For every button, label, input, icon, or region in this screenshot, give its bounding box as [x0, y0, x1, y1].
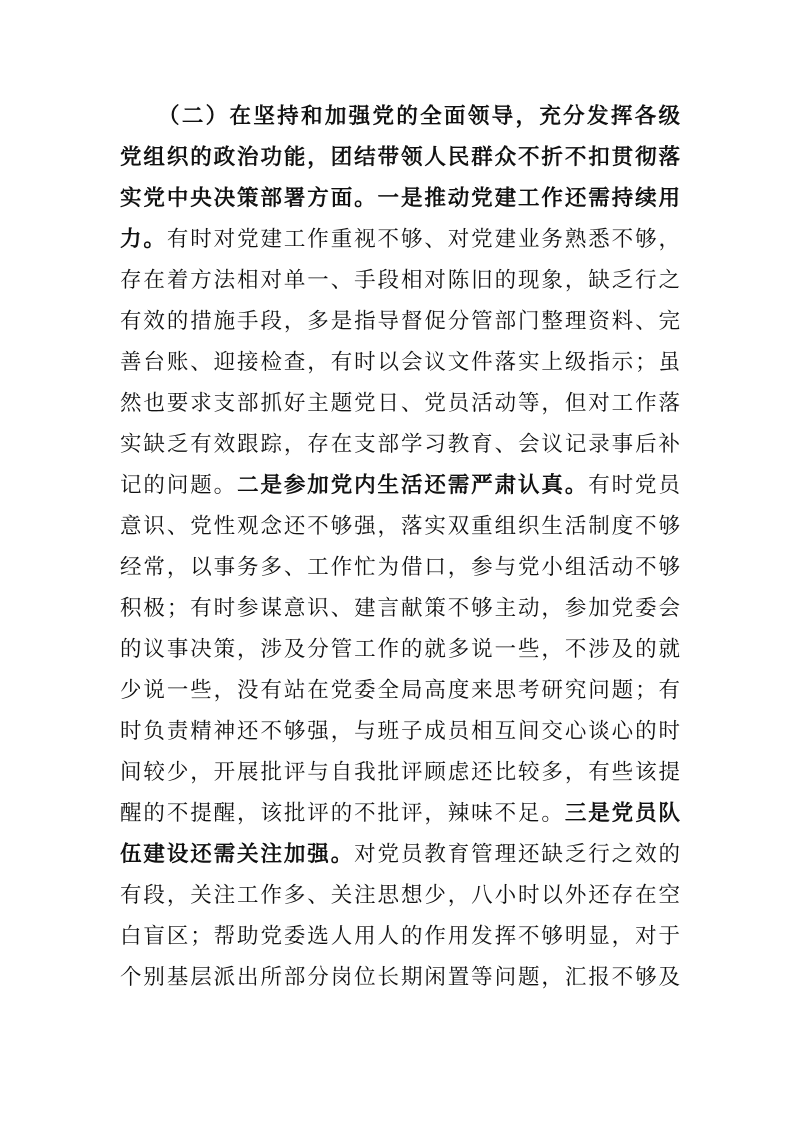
- text-line: [120, 875, 680, 916]
- text-line: [120, 834, 680, 875]
- text-line: [120, 547, 680, 588]
- text-segment-bold: 党组织的政治功能，团结带领人民群众不折不扣贯彻落: [120, 145, 680, 170]
- text-line: [120, 711, 680, 752]
- text-segment: 然也要求支部抓好主题党日、党员活动等，但对工作落: [120, 391, 680, 416]
- text-segment: 的议事决策，涉及分管工作的就多说一些，不涉及的就: [120, 637, 680, 662]
- text-line: [120, 301, 680, 342]
- text-segment: 经常，以事务多、工作忙为借口，参与党小组活动不够: [120, 555, 680, 580]
- text-segment-bold: 力。: [120, 227, 167, 252]
- text-line: [120, 588, 680, 629]
- text-line: [120, 137, 680, 178]
- text-line: [120, 96, 680, 137]
- text-line: [120, 752, 680, 793]
- text-segment: 存在着方法相对单一、手段相对陈旧的现象，缺乏行之: [120, 268, 680, 293]
- text-segment: 有时党员: [588, 473, 680, 498]
- text-line: [120, 793, 680, 834]
- text-line: [120, 465, 680, 506]
- text-segment: 有效的措施手段，多是指导督促分管部门整理资料、完: [120, 309, 680, 334]
- text-segment-bold: 伍建设还需关注加强。: [120, 842, 355, 867]
- text-segment: 对党员教育管理还缺乏行之效的: [354, 842, 680, 867]
- text-segment: 有时对党建工作重视不够、对党建业务熟悉不够，: [166, 227, 680, 252]
- text-line: [120, 260, 680, 301]
- text-segment-bold: （二）在坚持和加强党的全面领导，充分发挥各级: [158, 104, 680, 129]
- text-segment: 有段，关注工作多、关注思想少，八小时以外还存在空: [120, 883, 680, 908]
- text-segment: 实缺乏有效跟踪，存在支部学习教育、会议记录事后补: [120, 432, 680, 457]
- text-segment: 记的问题。: [120, 473, 238, 498]
- text-segment: 意识、党性观念还不够强，落实双重组织生活制度不够: [120, 514, 680, 539]
- text-line: [120, 506, 680, 547]
- text-line: [120, 178, 680, 219]
- text-segment: 白盲区；帮助党委选人用人的作用发挥不够明显，对于: [120, 924, 680, 949]
- text-line: [120, 916, 680, 957]
- text-segment: 时负责精神还不够强，与班子成员相互间交心谈心的时: [120, 719, 680, 744]
- text-line: [120, 670, 680, 711]
- text-segment-bold: 二是参加党内生活还需严肃认真。: [237, 473, 589, 498]
- text-segment-bold: 实党中央决策部署方面。一是推动党建工作还需持续用: [120, 186, 680, 211]
- text-segment: 少说一些，没有站在党委全局高度来思考研究问题；有: [120, 678, 680, 703]
- text-line: [120, 342, 680, 383]
- body-paragraph: [120, 96, 680, 998]
- text-segment: 间较少，开展批评与自我批评顾虑还比较多，有些该提: [120, 760, 680, 785]
- text-segment: 醒的不提醒，该批评的不批评，辣味不足。: [120, 801, 565, 826]
- text-segment: 个别基层派出所部分岗位长期闲置等问题，汇报不够及: [120, 965, 680, 990]
- text-line: [120, 629, 680, 670]
- text-line: [120, 424, 680, 465]
- text-line: [120, 383, 680, 424]
- text-segment: 善台账、迎接检查，有时以会议文件落实上级指示；虽: [120, 350, 680, 375]
- text-segment: 积极；有时参谋意识、建言献策不够主动，参加党委会: [120, 596, 680, 621]
- text-segment-bold: 三是党员队: [564, 801, 680, 826]
- text-line: [120, 219, 680, 260]
- text-line: [120, 957, 680, 998]
